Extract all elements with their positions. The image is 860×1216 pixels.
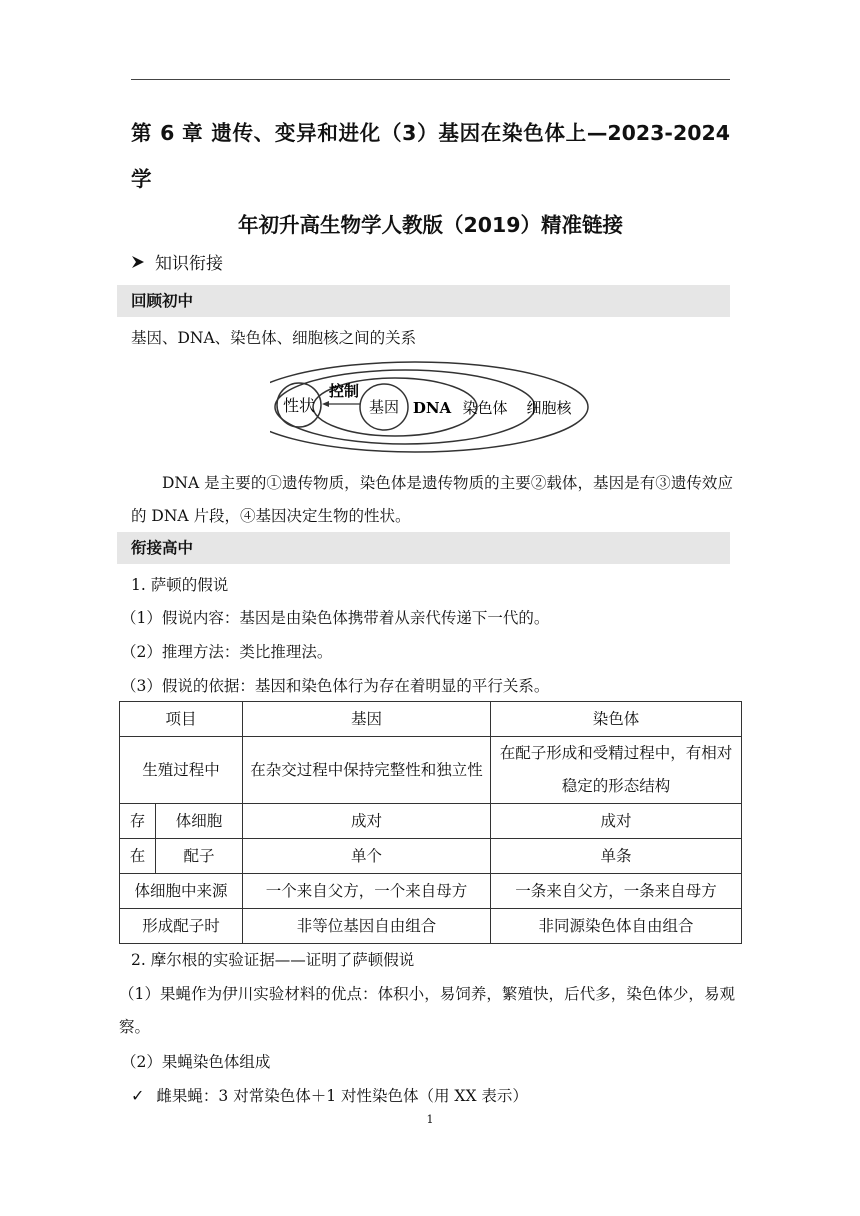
reasoning-method: （2）推理方法：类比推理法。 [121,643,333,661]
table-cell: 在配子形成和受精过程中，有相对稳定的形态结构 [491,737,742,804]
table-cell: 形成配子时 [120,909,243,944]
check-item [131,1084,528,1106]
hypothesis-content: （1）假说内容：基因是由染色体携带着从亲代传递下一代的。 [121,609,550,627]
fruitfly-chromosomes: （2）果蝇染色体组成 [121,1053,271,1071]
section-heading [131,249,223,274]
table-row [120,804,742,839]
table-cell: 体细胞中来源 [120,874,243,909]
gene-dna-diagram [270,360,590,454]
review-intro: 基因、DNA、染色体、细胞核之间的关系 [131,329,417,347]
page-number: 1 [426,1113,434,1126]
diagram-trait-label: 性状 [282,396,316,415]
header-rule [131,79,730,80]
fruitfly-advantages: （1）果蝇作为伊川实验材料的优点：体积小，易饲养，繁殖快，后代多，染色体少，易观察。 [119,985,735,1036]
diagram-nucleus-label: 细胞核 [526,399,572,417]
bridge-band: 衔接高中 [117,532,730,564]
table-row [120,839,742,874]
table-cell: 体细胞 [156,804,243,839]
table-cell: 非等位基因自由组合 [243,909,491,944]
table-cell: 一条来自父方，一条来自母方 [491,874,742,909]
review-paragraph: DNA 是主要的①遗传物质，染色体是遗传物质的主要②载体，基因是有③遗传效应的 DNA 片段，④基因决定生物的性状。 [131,474,733,525]
diagram-chromosome-label: 染色体 [462,399,508,417]
diagram-gene-label: 基因 [368,398,400,416]
review-band: 回顾初中 [117,285,730,317]
table-cell: 非同源染色体自由组合 [491,909,742,944]
bridge-heading-2: 2. 摩尔根的实验证据——证明了萨顿假说 [131,951,415,969]
hypothesis-basis: （3）假说的依据：基因和染色体行为存在着明显的平行关系。 [121,677,550,695]
table-row [120,737,742,804]
table-header-cell: 染色体 [491,702,742,737]
diagram-control-label: 控制 [328,382,360,400]
table-cell: 一个来自父方，一个来自母方 [243,874,491,909]
checkmark-icon: ✓ [131,1085,145,1105]
title-line-1: 第 6 章 遗传、变异和进化（3）基因在染色体上—2023-2024 学 [131,121,730,191]
table-cell: 在杂交过程中保持完整性和独立性 [243,737,491,804]
arrow-bullet-icon [131,255,145,269]
section-heading-text: 知识衔接 [155,254,223,274]
table-cell: 成对 [491,804,742,839]
table-row [120,909,742,944]
table-cell: 存 [120,804,156,839]
bridge-heading-1: 1. 萨顿的假说 [131,576,229,594]
table-cell: 成对 [243,804,491,839]
page-title [131,110,730,248]
table-row [120,702,742,737]
table-header-cell: 基因 [243,702,491,737]
diagram-dna-label: DNA [412,399,452,417]
table-row [120,874,742,909]
table-header-cell: 项目 [120,702,243,737]
check-item-text: 雌果蝇：3 对常染色体＋1 对性染色体（用 XX 表示） [156,1087,528,1105]
title-line-2: 年初升高生物学人教版（2019）精准链接 [237,213,624,237]
table-cell: 生殖过程中 [120,737,243,804]
table-cell: 单条 [491,839,742,874]
table-cell: 在 [120,839,156,874]
table-cell: 单个 [243,839,491,874]
table-cell: 配子 [156,839,243,874]
gene-chromosome-table [119,701,742,944]
